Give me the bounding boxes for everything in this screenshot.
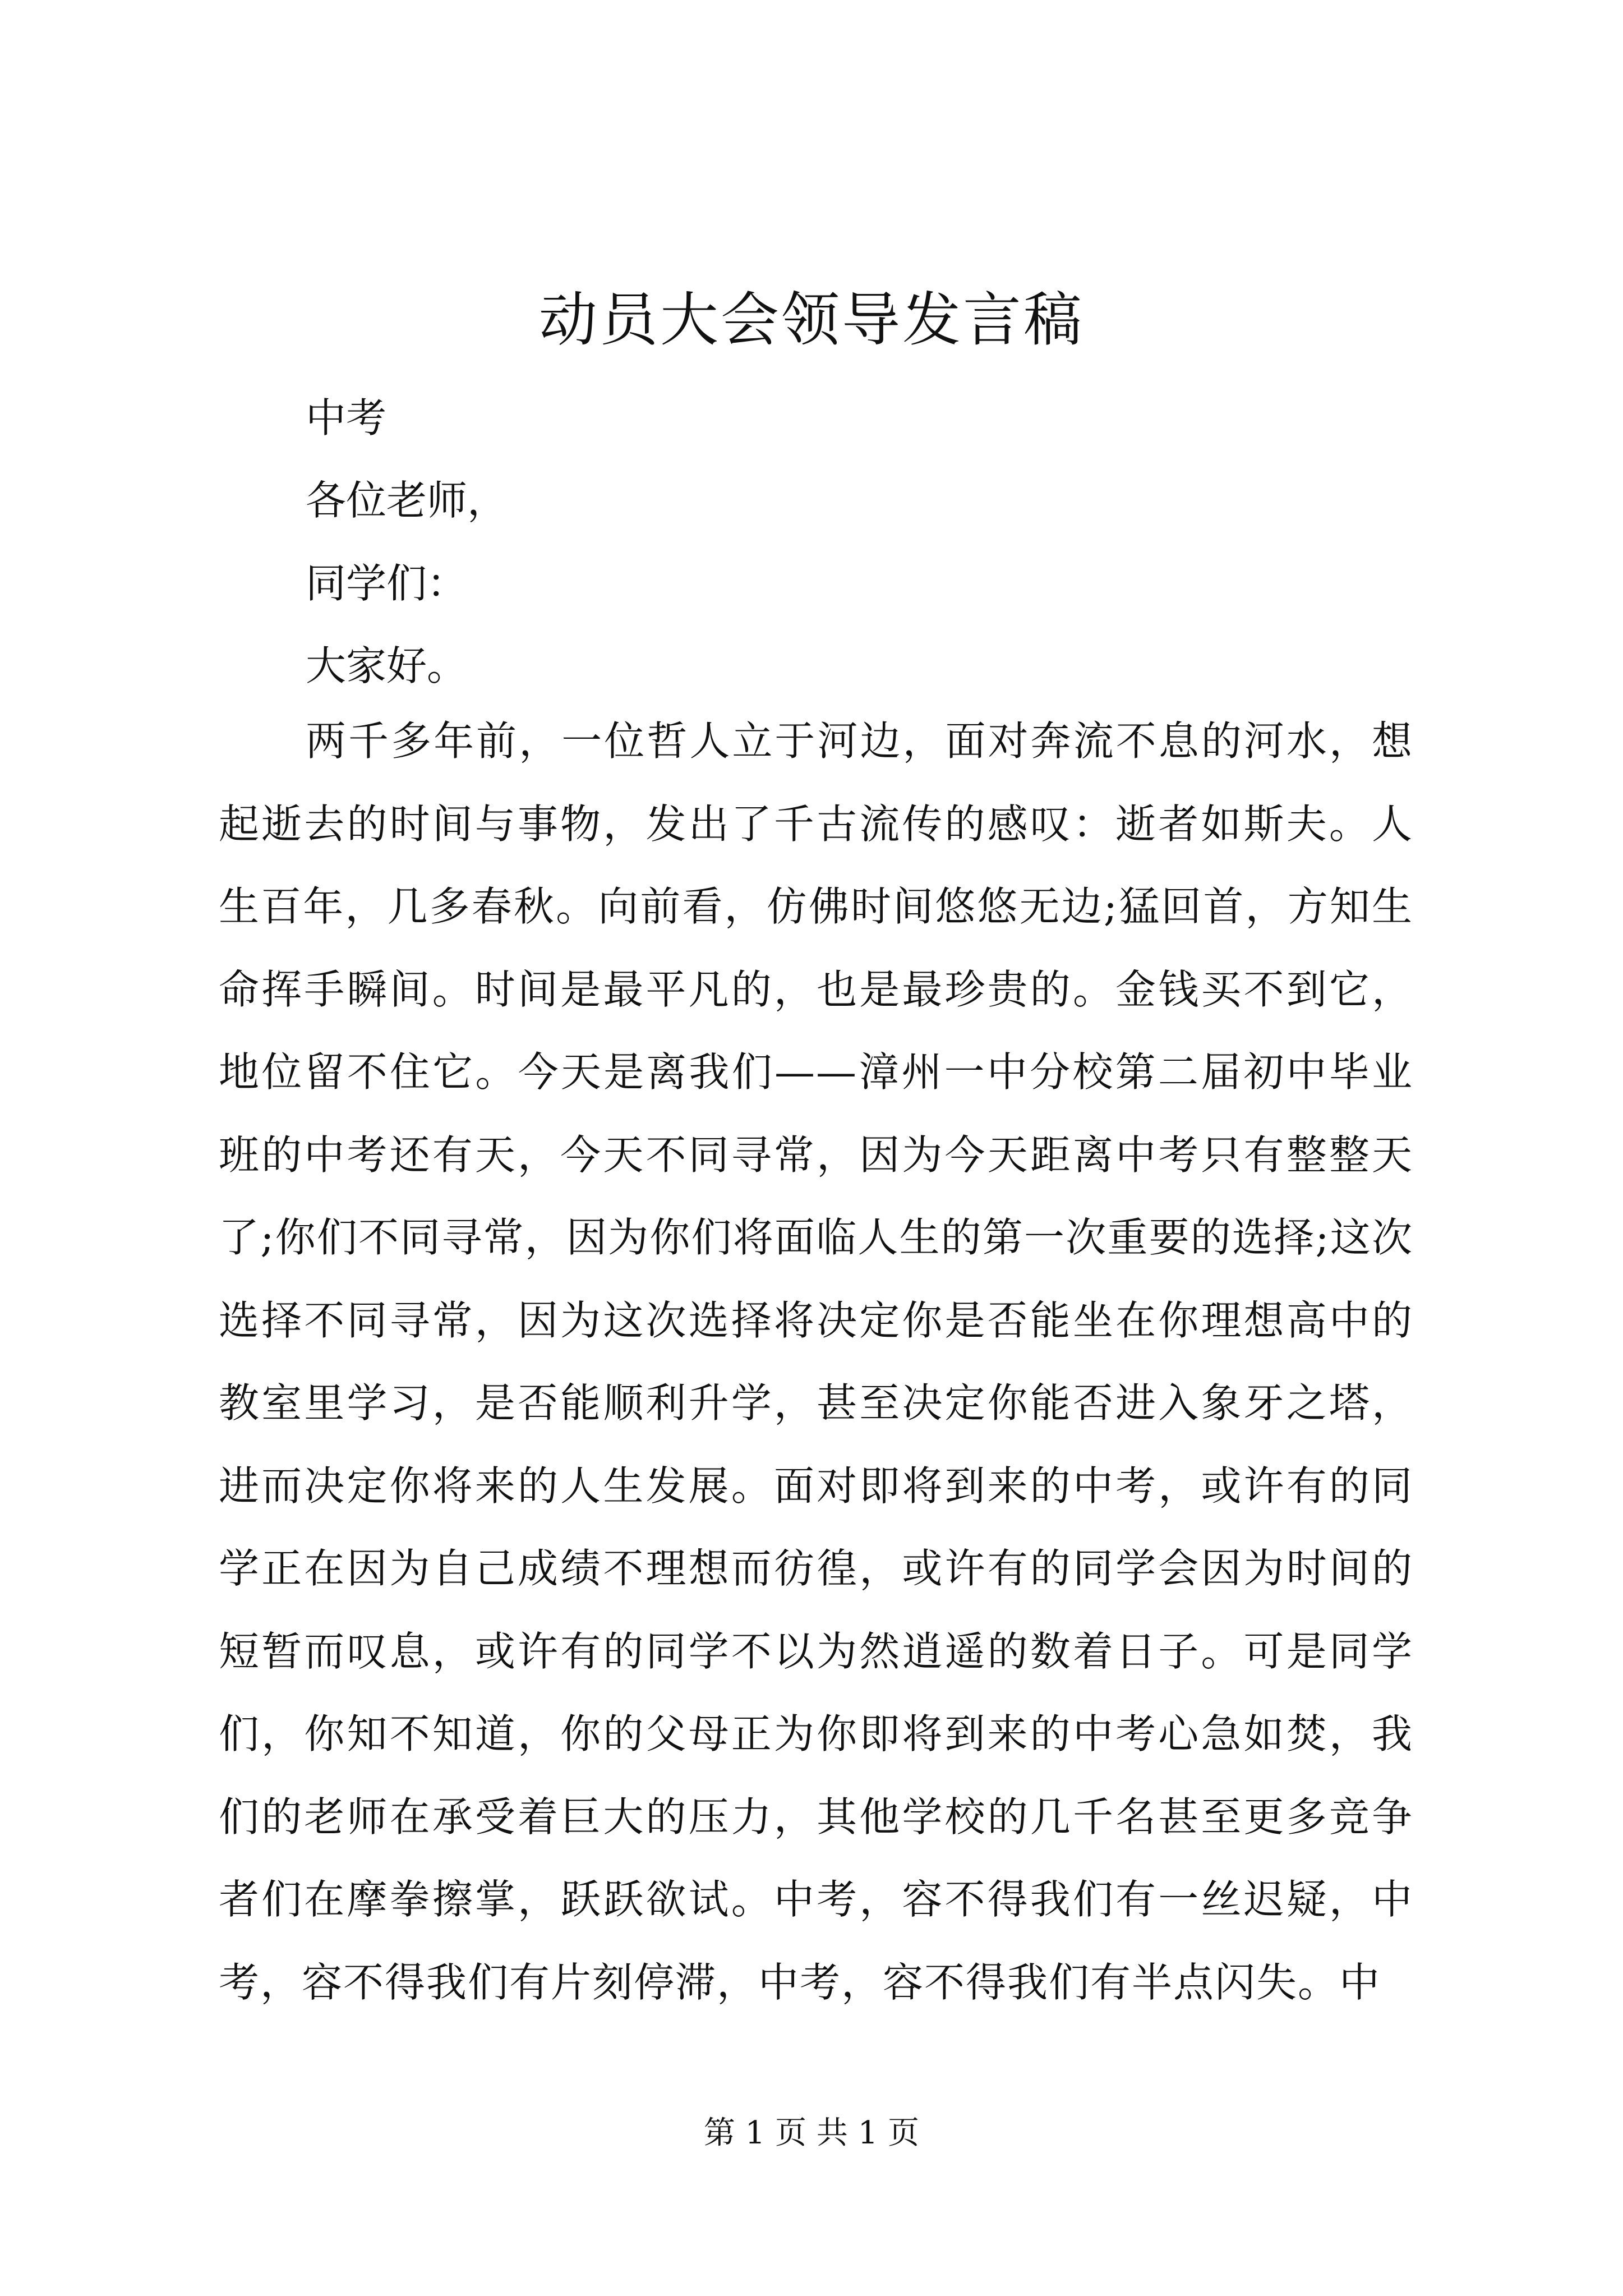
- line-hello: 大家好。: [306, 642, 468, 689]
- document-title: 动员大会领导发言稿: [538, 286, 1084, 354]
- line-greeting-students: 同学们：: [306, 560, 468, 607]
- line-greeting-teachers: 各位老师，: [306, 477, 508, 524]
- speech-paragraph: 两千多年前，一位哲人立于河边，面对奔流不息的河水，想起逝去的时间与事物，发出了千古流传的感叹：逝者如斯夫。人生百年，几多春秋。向前看，仿佛时间悠悠无边;猛回首，方知生命挥手瞬间。时间是最平凡的，也是最珍贵的。金钱买不到它，地位留不住它。今天是离我们——漳州一中分校第二届初中毕业班的中考还有天，今天不同寻常，因为今天距离中考只有整整天了;你们不同寻常，因为你们将面临人生的第一次重要的选择;这次选择不同寻常，因为这次选择将决定你是否能坐在你理想高中的教室里学习，是否能顺利升学，甚至决定你能否进入象牙之塔，进而决定你将来的人生发展。面对即将到来的中考，或许有的同学正在因为自己成绩不理想而彷徨，或许有的同学会因为时间的短暂而叹息，或许有的同学不以为然逍遥的数着日子。可是同学们，你知不知道，你的父母正为你即将到来的中考心急如焚，我们的老师在承受着巨大的压力，其他学校的几千名甚至更多竞争者们在摩拳擦掌，跃跃欲试。中考，容不得我们有一丝迟疑，中考，容不得我们有片刻停滞，中考，容不得我们有半点闪失。中: [219, 717, 1413, 2006]
- page-footer: 第 1 页 共 1 页: [703, 2115, 920, 2151]
- line-subject: 中考: [306, 394, 387, 441]
